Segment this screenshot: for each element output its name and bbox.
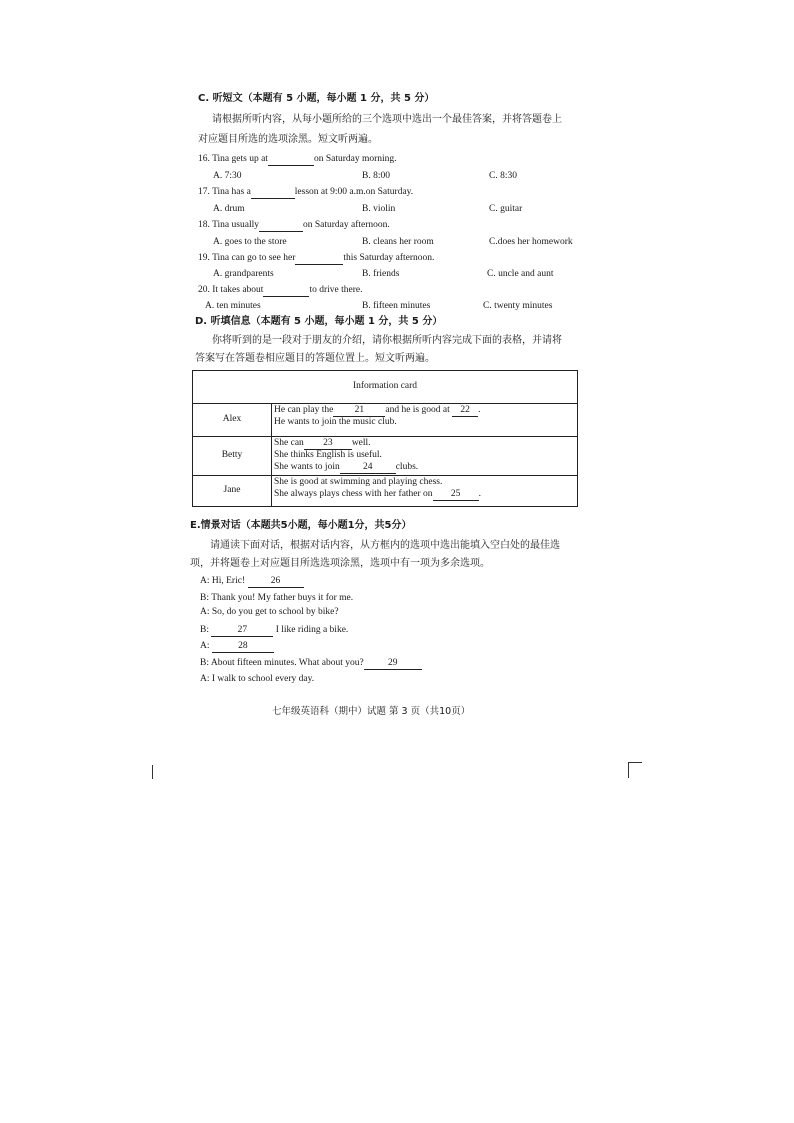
- option-b: B. cleans her room: [362, 237, 434, 247]
- question-16-tail: on Saturday morning.: [313, 154, 397, 164]
- option-a: A. drum: [213, 204, 245, 214]
- dialog-text: I like riding a bike.: [275, 625, 349, 635]
- table-row: [193, 476, 578, 507]
- information-card-table: [192, 370, 578, 507]
- text-segment: He can play the: [274, 405, 334, 415]
- question-16: [198, 153, 397, 166]
- crop-mark-right-vertical: [628, 762, 629, 778]
- option-b: B. 8:00: [362, 171, 390, 181]
- text-segment: She always plays chess with her father on: [274, 488, 433, 499]
- answer-blank: [263, 285, 309, 297]
- section-e-instruction-2: 项，并将题卷上对应题目所选选项涂黑，选项中有一项为多余选项。: [190, 558, 490, 569]
- section-e-instruction-1: 请通读下面对话，根据对话内容，从方框内的选项中选出能填入空白处的最佳选: [210, 540, 560, 551]
- section-c-instruction-2: 对应题目所选的选项涂黑。短文听两遍。: [198, 134, 378, 145]
- speaker-label: B:: [200, 593, 209, 603]
- row-content: [272, 404, 578, 437]
- row-name: Alex: [193, 404, 272, 437]
- section-c-title: C. 听短文（本题有 5 小题，每小题 1 分，共 5 分）: [198, 93, 435, 104]
- text-segment: She can: [274, 438, 304, 448]
- question-17-stem: 17. Tina has a: [198, 187, 251, 197]
- text-segment: She wants to join: [274, 461, 340, 472]
- option-c: C. 8:30: [489, 171, 517, 181]
- question-17-tail: lesson at 9:00 a.m.on Saturday.: [294, 187, 414, 197]
- section-c-instruction-1: 请根据所听内容，从每小题所给的三个选项中选出一个最佳答案，并将答题卷上: [212, 114, 562, 125]
- option-c: C. twenty minutes: [483, 301, 553, 311]
- text-segment: .: [478, 488, 481, 499]
- row-content: [272, 437, 578, 476]
- table-header: Information card: [193, 371, 578, 404]
- answer-blank-22: 22: [452, 405, 478, 417]
- answer-blank: [295, 253, 343, 265]
- row-name: Betty: [193, 437, 272, 476]
- text-segment: well.: [351, 438, 371, 448]
- crop-mark-right-horizontal: [628, 762, 642, 763]
- row-name: Jane: [193, 476, 272, 507]
- speaker-label: B:: [200, 625, 209, 635]
- speaker-label: A:: [200, 641, 210, 651]
- answer-blank-27: 27: [211, 625, 273, 637]
- text-segment: .: [478, 405, 481, 415]
- text-line: He wants to join the music club.: [274, 417, 397, 427]
- option-c: C. guitar: [489, 204, 523, 214]
- dialog-line: [200, 592, 353, 604]
- speaker-label: A:: [200, 674, 210, 684]
- dialog-line: [200, 657, 422, 670]
- section-d-instruction-1: 你将听到的是一段对于朋友的介绍，请你根据所听内容完成下面的表格，并请将: [212, 335, 562, 346]
- option-a: A. 7:30: [213, 171, 242, 181]
- question-18-stem: 18. Tina usually: [198, 220, 259, 230]
- option-b: B. violin: [362, 204, 396, 214]
- option-a: A. ten minutes: [205, 301, 261, 311]
- question-19-stem: 19. Tina can go to see her: [198, 253, 296, 263]
- answer-blank: [268, 154, 314, 166]
- crop-mark-left: [152, 765, 153, 779]
- dialog-line: [200, 624, 348, 637]
- answer-blank-28: 28: [212, 641, 274, 653]
- option-c: C.does her homework: [489, 237, 573, 247]
- section-e-title: E.情景对话（本题共5小题，每小题1分，共5分）: [190, 520, 412, 531]
- table-row: [193, 437, 578, 476]
- question-19-tail: this Saturday afternoon.: [343, 253, 435, 263]
- answer-blank-21: 21: [333, 405, 385, 417]
- dialog-line: [200, 606, 339, 618]
- dialog-text: Hi, Eric!: [211, 576, 246, 586]
- question-20-tail: to drive there.: [309, 285, 363, 295]
- text-line: She thinks English is useful.: [274, 450, 382, 460]
- question-20: [198, 284, 362, 297]
- dialog-text: I walk to school every day.: [211, 674, 315, 684]
- option-a: A. grandparents: [213, 269, 274, 279]
- text-line: She is good at swimming and playing chess.: [274, 477, 443, 487]
- answer-blank-23: 23: [304, 438, 352, 450]
- question-16-stem: 16. Tina gets up at: [198, 154, 268, 164]
- speaker-label: A:: [200, 607, 210, 617]
- dialog-line: [200, 673, 314, 685]
- text-segment: and he is good at: [385, 405, 450, 415]
- answer-blank-24: 24: [340, 462, 396, 474]
- option-b: B. friends: [362, 269, 400, 279]
- table-row: [193, 404, 578, 437]
- answer-blank-26: 26: [248, 576, 304, 588]
- question-18: [198, 219, 390, 232]
- option-a: A. goes to the store: [213, 237, 287, 247]
- page-footer: 七年级英语科（期中）试题 第 3 页（共10页）: [272, 706, 471, 717]
- question-18-tail: on Saturday afternoon.: [302, 220, 390, 230]
- option-c: C. uncle and aunt: [487, 269, 554, 279]
- section-d-instruction-2: 答案写在答题卷相应题目的答题位置上。短文听两遍。: [195, 353, 435, 364]
- question-20-stem: 20. It takes about: [198, 285, 264, 295]
- speaker-label: A:: [200, 576, 210, 586]
- answer-blank-29: 29: [364, 658, 422, 670]
- question-19: [198, 252, 434, 265]
- speaker-label: B:: [200, 658, 209, 668]
- text-segment: clubs.: [395, 461, 419, 472]
- answer-blank: [259, 220, 303, 232]
- question-17: [198, 186, 413, 199]
- dialog-text: So, do you get to school by bike?: [211, 607, 339, 617]
- section-d-title: D. 听填信息（本题有 5 小题，每小题 1 分，共 5 分）: [195, 316, 443, 327]
- row-content: [272, 476, 578, 507]
- answer-blank: [251, 187, 295, 199]
- dialog-text: About fifteen minutes. What about you?: [210, 658, 364, 668]
- dialog-line: [200, 640, 274, 653]
- dialog-line: [200, 575, 304, 588]
- dialog-text: Thank you! My father buys it for me.: [211, 593, 354, 603]
- answer-blank-25: 25: [433, 489, 479, 501]
- option-b: B. fifteen minutes: [362, 301, 431, 311]
